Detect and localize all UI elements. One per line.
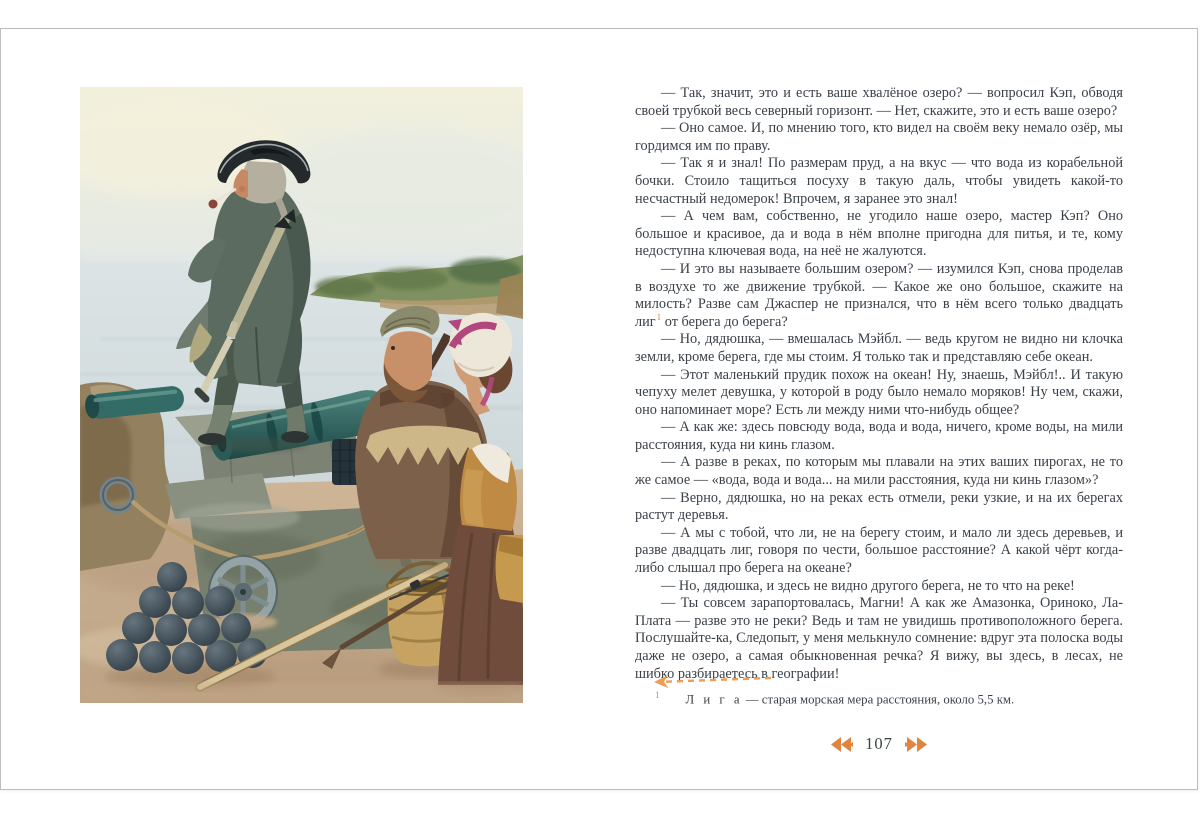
footnote-ref: 1 [656,311,662,322]
paragraph: — Но, дядюшка, — вмешалась Мэйбл. — ведь кругом не видно ни клочка земли, кроме берега, где мы стоим. Я только так и представляю себе океан. [635,331,1123,365]
paragraph: — А чем вам, собственно, не угодило наше озеро, мастер Кэп? Оно большое и красивое, да и вода в нём вполне пригодна для питья, и те, кому недоступна ключевая вода, на неё не жалуются. [635,208,1123,260]
paragraph: — Но, дядюшка, и здесь не видно другого берега, не то что на реке! [661,577,1075,594]
left-page-illustration [80,87,523,703]
paragraph: — Так я и знал! По размерам пруд, а на вкус — что вода из корабельной бочки. Стоило тащиться посуху в такую даль, чтобы увидеть какой-то несчастный недомерок! Впрочем, я заранее это знал! [635,155,1123,207]
footnote-term: Л и г а [685,692,743,707]
prev-pages-icon[interactable] [830,736,854,753]
right-page-text [635,85,1123,683]
paragraph: — Верно, дядюшка, но на реках есть отмели, реки узкие, и на их берегах растут деревья. [635,489,1123,524]
footnote-arrow-icon [653,670,773,690]
page-footer [635,729,1123,759]
paragraph: — А разве в реках, по которым мы плавали на этих ваших пирогах, не то же самое — «вода, вода и вода... на мили расстояния, куда ни кинь глазом»? [635,454,1123,489]
footnote [635,690,1123,707]
paragraph: — А как же: здесь повсюду вода, вода и вода, ничего, кроме воды, на мили расстояния, куда ни кинь глазом. [635,419,1123,453]
paragraph-with-footnote [635,261,1123,331]
paragraph-text: от берега до берега? [661,313,788,330]
paragraph: — Ты совсем зарапортовалась, Магни! А как же Амазонка, Ориноко, Ла-Плата — разве это не реки? Ведь и там не увидишь противоположного берега. Послушайте-ка, Следопыт, у меня мелькнуло сомнение: вдруг эта полоска воды даже не озеро, а самая обыкновенная речка? Я вижу, вы здесь, в лесах, не шибко разбираетесь в географии! [635,595,1123,682]
next-pages-icon[interactable] [904,736,928,753]
footnote-definition: — старая морская мера расстояния, около 5,5 км. [745,692,1015,707]
paragraph: — Этот маленький прудик похож на океан! Ну, знаешь, Мэйбл!.. И такую чепуху мелет девушка, у которой в роду было немало моряков! Ну чем, скажи, оно напоминает море? Есть ли между ними что-нибудь общее? [635,366,1123,418]
page-number: 107 [865,734,893,753]
paragraph: — Так, значит, это и есть ваше хвалёное озеро? — вопросил Кэп, обводя своей трубкой весь северный горизонт. — Нет, скажите, это и есть ваше озеро? [635,85,1123,119]
paragraph-text: — И это вы называете большим озером? — изумился Кэп, снова проделав в воздухе то же движение трубкой. — Какое же оно большое, скажите на милость? Разве сам Джаспер не признался, что в нём всего только двадцать лиг [635,260,1123,330]
paragraph: — Оно самое. И, по мнению того, кто видел на своём веку немало озёр, мы гордимся им по праву. [635,120,1123,154]
illustration-svg [80,87,523,703]
paragraph: — А мы с тобой, что ли, не на берегу стоим, и мало ли здесь деревьев, и разве двадцать лиг, говоря по чести, большое расстояние? А какой чёрт когда-либо слышал про берега на океане? [635,524,1123,577]
sand-wash [80,683,523,703]
book-page-spread [0,28,1198,790]
footnote-marker: 1 [655,690,660,700]
footnote-divider [653,670,773,690]
